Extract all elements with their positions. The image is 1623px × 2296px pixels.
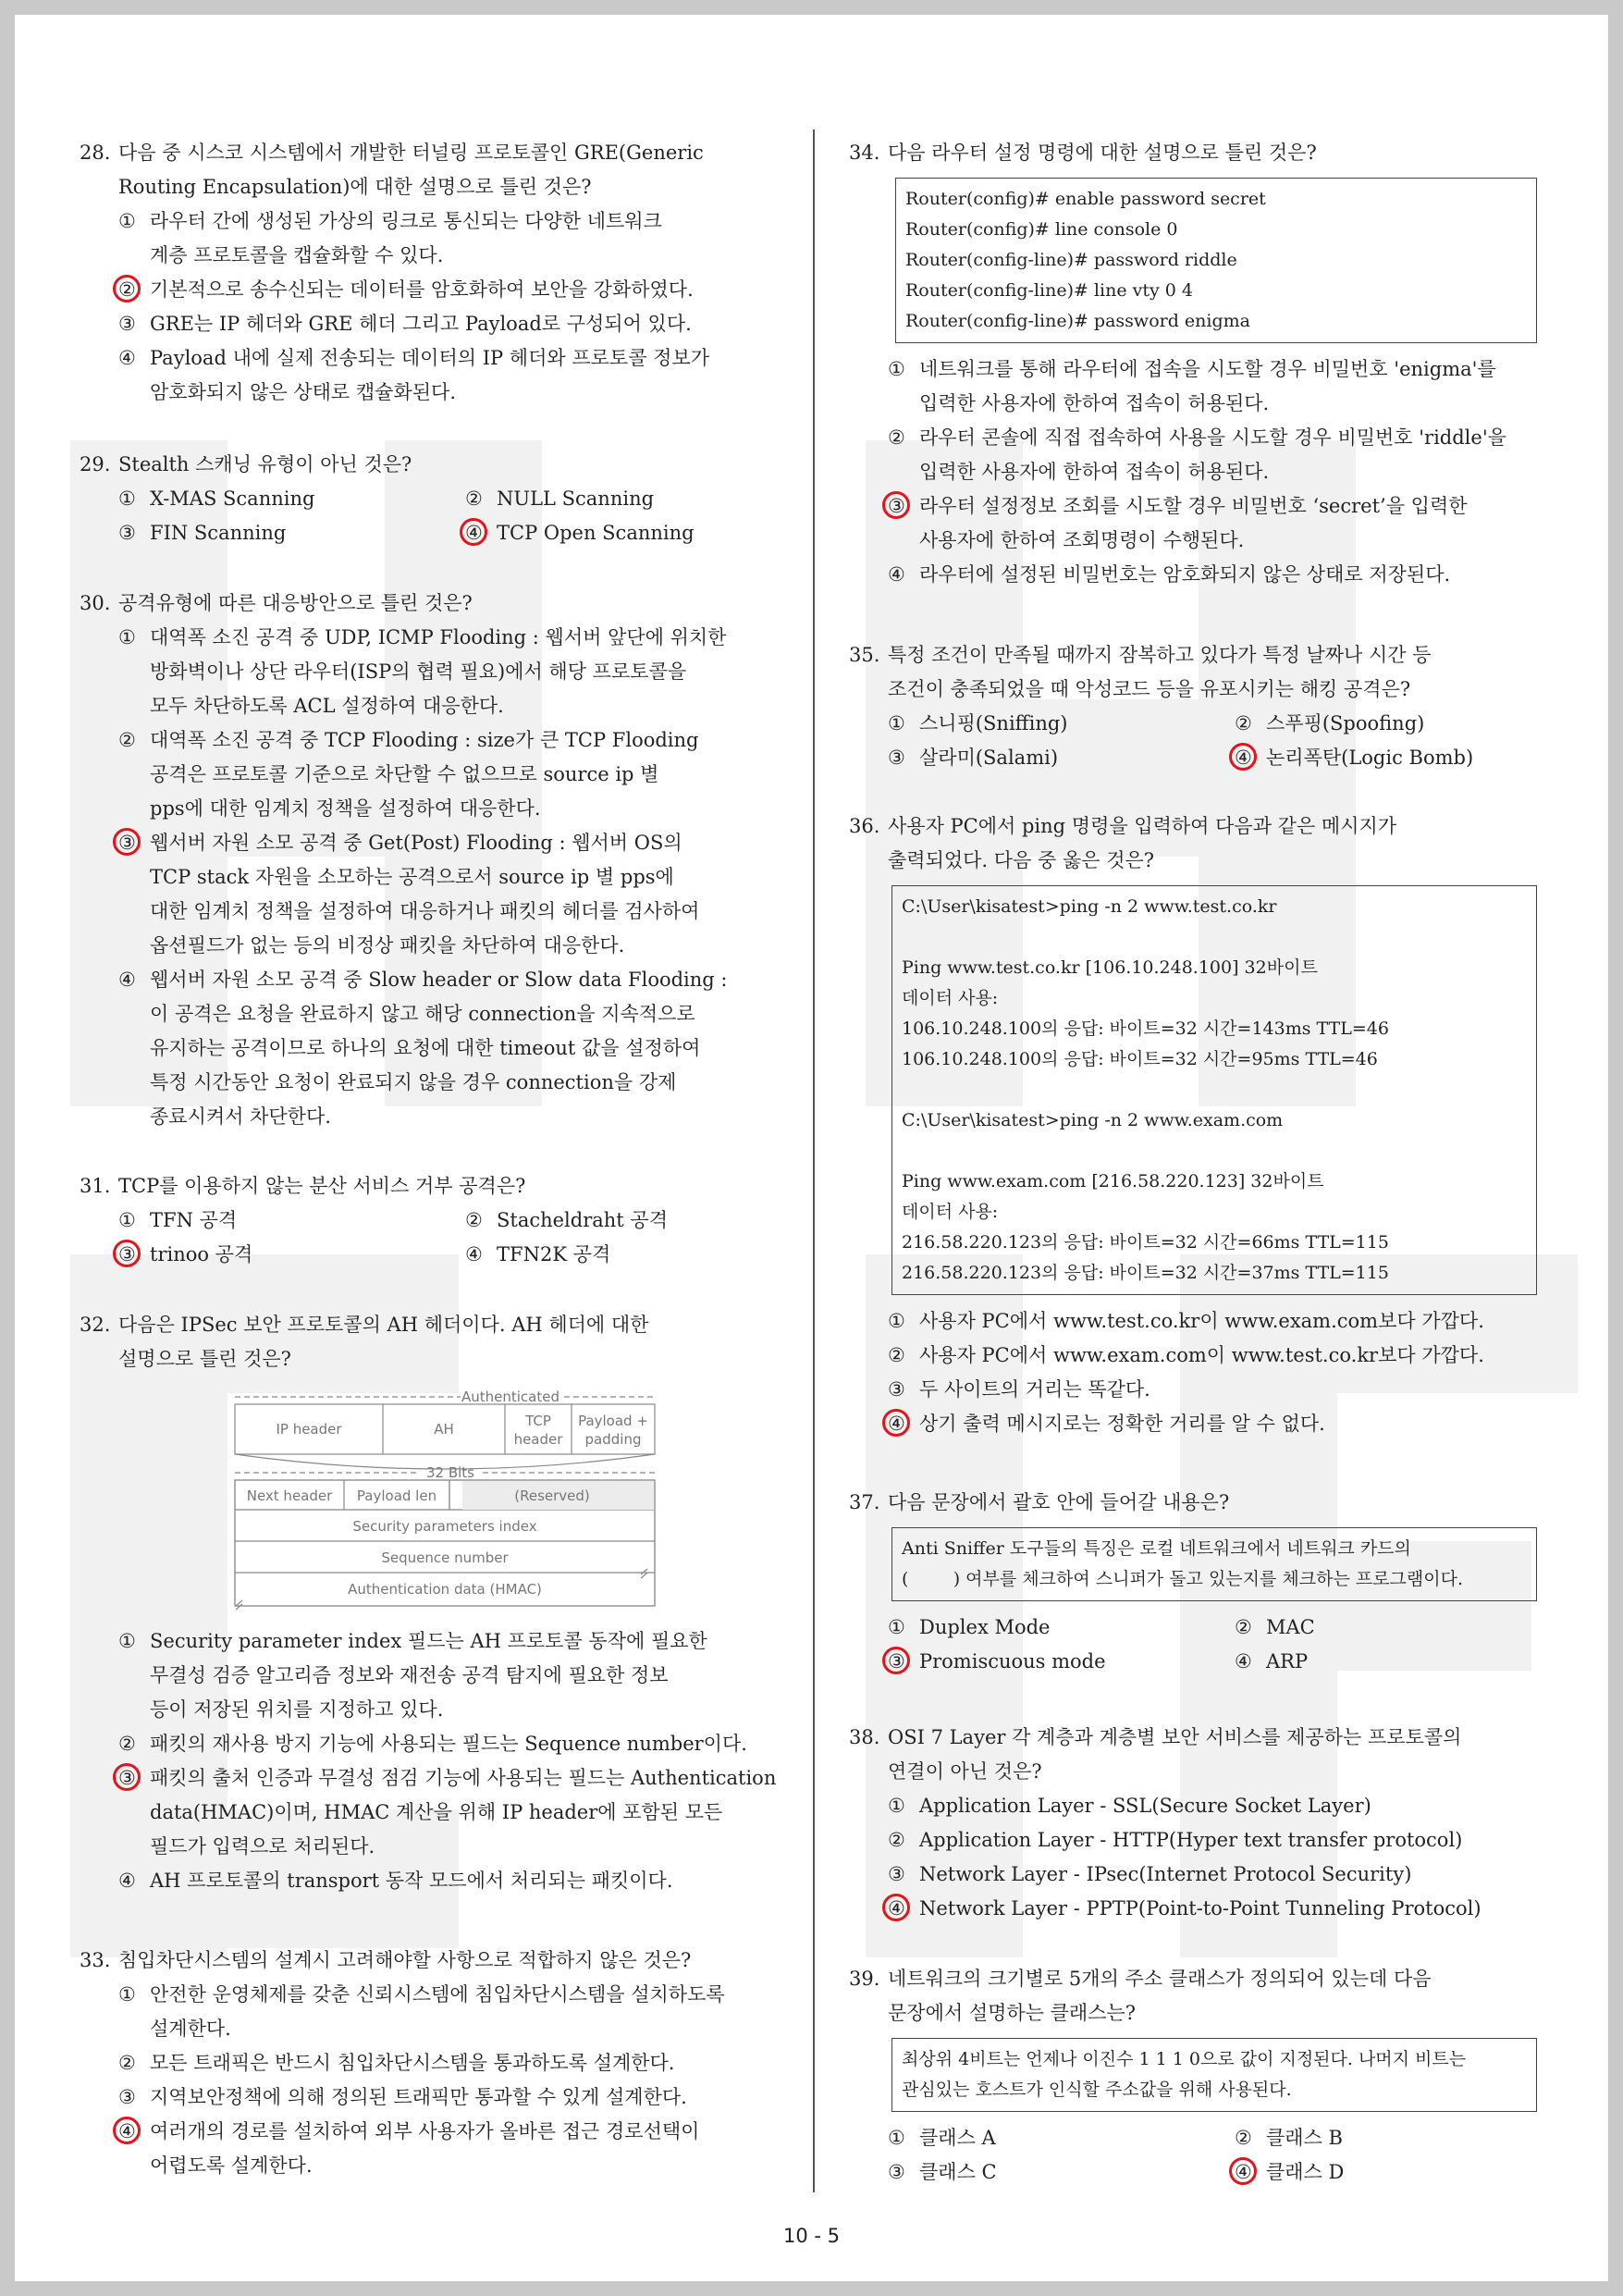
question-text: 조건이 충족되었을 때 악성코드 등을 유포시키는 해킹 공격은? <box>888 678 1411 700</box>
option-4[interactable]: ④ 여러개의 경로를 설치하여 외부 사용자가 올바른 접근 경로선택이 어렵도록 설계한다. <box>80 2115 801 2183</box>
question-text: 출력되었다. 다음 중 옳은 것은? <box>888 849 1155 871</box>
class-description-box: 최상위 4비트는 언제나 이진수 1 1 1 0으로 값이 지정된다. 나머지 비트는 관심있는 호스트가 인식할 주소값을 위해 사용된다. <box>891 2038 1537 2112</box>
ah-diagram-svg <box>233 1384 658 1611</box>
option-2[interactable]: ② 사용자 PC에서 www.exam.com이 www.test.co.kr보다 가깝다. <box>888 1344 1484 1366</box>
option-1[interactable]: ① 클래스 A <box>888 2127 996 2149</box>
question-29: 29. Stealth 스캐닝 유형이 아닌 것은? ① X-MAS Scanning ② NULL Scanning ③ FIN Scanning ④ TCP Open Scanning <box>80 448 792 550</box>
option-1[interactable]: ① 라우터 간에 생성된 가상의 링크로 통신되는 다양한 네트워크 계층 프로토콜을 캡슐화할 수 있다. <box>118 210 662 266</box>
option-2[interactable]: ② 스푸핑(Spoofing) <box>1235 712 1425 734</box>
authenticated-label: Authenticated <box>461 1389 560 1405</box>
option-4[interactable]: ④ TFN2K 공격 <box>465 1243 611 1265</box>
option-1[interactable]: ① TFN 공격 <box>118 1209 238 1231</box>
option-3[interactable]: ③ 클래스 C <box>888 2161 997 2183</box>
question-text: 문장에서 설명하는 클래스는? <box>888 2002 1137 2024</box>
question-text: 다음 중 시스코 시스템에서 개발한 터널링 프로토콜인 GRE(Generic <box>118 142 704 164</box>
option-4[interactable]: ④ 상기 출력 메시지로는 정확한 거리를 알 수 없다. <box>849 1407 1561 1441</box>
option-1[interactable]: ① 네트워크를 통해 라우터에 접속을 시도할 경우 비밀번호 'enigma'를 입력한 사용자에 한하여 접속이 허용된다. <box>888 358 1496 414</box>
ip-header-cell: IP header <box>276 1421 342 1438</box>
question-35: 35. 특정 조건이 만족될 때까지 잠복하고 있다가 특정 날짜나 시간 등 조건이 충족되었을 때 악성코드 등을 유포시키는 해킹 공격은? ① 스니핑(Sniffing) ② 스푸핑(Spoofing) ③ 살라미(Salami) ④ 논리폭탄(Logic Bomb) <box>849 638 1561 775</box>
option-1[interactable]: ① 대역폭 소진 공격 중 UDP, ICMP Flooding : 웹서버 앞단에 위치한 방화벽이나 상단 라우터(ISP의 협력 필요)에서 해당 프로토콜을 모두 차단하도록 ACL 설정하여 대응한다. <box>118 626 727 717</box>
reserved-cell: (Reserved) <box>514 1487 590 1504</box>
option-3[interactable]: ③ 지역보안정책에 의해 정의된 트래픽만 통과할 수 있게 설계한다. <box>118 2086 687 2108</box>
option-3[interactable]: ③ Network Layer - IPsec(Internet Protocol Security) <box>888 1863 1412 1885</box>
question-text: 특정 조건이 만족될 때까지 잠복하고 있다가 특정 날짜나 시간 등 <box>888 644 1432 666</box>
option-2[interactable]: ② Application Layer - HTTP(Hyper text transfer protocol) <box>888 1829 1463 1851</box>
question-31: 31. TCP를 이용하지 않는 분산 서비스 거부 공격은? ① TFN 공격 ② Stacheldraht 공격 ③ trinoo 공격 ④ TFN2K 공격 <box>80 1169 792 1272</box>
ah-header-diagram <box>233 1384 658 1611</box>
option-3[interactable]: ③ 살라미(Salami) <box>888 747 1059 769</box>
next-header-cell: Next header <box>246 1487 333 1504</box>
question-text: 다음은 IPSec 보안 프로토콜의 AH 헤더이다. AH 헤더에 대한 <box>118 1314 649 1336</box>
option-1[interactable]: ① Duplex Mode <box>888 1616 1051 1638</box>
question-39: 39. 네트워크의 크기별로 5개의 주소 클래스가 정의되어 있는데 다음 문장에서 설명하는 클래스는? 최상위 4비트는 언제나 이진수 1 1 1 0으로 값이 지정된다. 나머지 비트는 관심있는 호스트가 인식할 주소값을 위해 사용된다. ① 클래스 A ② 클래스 B ③ 클래스 C ④ 클래스 D <box>849 1962 1561 2190</box>
question-36: 36. 사용자 PC에서 ping 명령을 입력하여 다음과 같은 메시지가 출력되었다. 다음 중 옳은 것은? C:\User\kisatest>ping -n 2 www.test.co.kr Ping www.test.co.kr [106.10.248.100] 32바이트 데이터 사용: 106.10.248.100의 응답: 바이트=32 시간=143ms TTL=46 106.10.248.100의 응답: 바이트=32 시간=95ms TTL=46 C:\User\kisatest>ping -n 2 www.exam.com Ping www.exam.com [216.58.220.123] 32바이트 데이터 사용: 216.58.220.123의 응답: 바이트=32 시간=66ms TTL=115 216.58.220.123의 응답: 바이트=32 시간=37ms TTL=115 ① 사용자 PC에서 www.test.co.kr이 www.exam.com보다 가깝다. ② 사용자 PC에서 www.exam.com이 www.test.co.kr보다 가깝다. ③ 두 사이트의 거리는 똑같다. ④ 상기 출력 메시지로는 정확한 거리를 알 수 없다. <box>849 809 1561 1441</box>
question-38: 38. OSI 7 Layer 각 계층과 계층별 보안 서비스를 제공하는 프로토콜의 연결이 아닌 것은? ① Application Layer - SSL(Secure Socket Layer) ② Application Layer - HTTP(Hyper text transfer protocol) ③ Network Layer - IPsec(Internet Protocol Security) ④ Network Layer - PPTP(Point-to-Point Tunneling Protocol) <box>849 1721 1561 1926</box>
option-3[interactable]: ③ 두 사이트의 거리는 똑같다. <box>888 1378 1150 1401</box>
option-3[interactable]: ③ 웹서버 자원 소모 공격 중 Get(Post) Flooding : 웹서버 OS의 TCP stack 자원을 소모하는 공격으로서 source ip 별 pps에 대한 임계치 정책을 설정하여 대응하거나 패킷의 헤더를 검사하여 옵션필드가 없는 등의 비정상 패킷을 차단하여 대응한다. <box>80 826 792 963</box>
option-3[interactable]: ③ 패킷의 출처 인증과 무결성 점검 기능에 사용되는 필드는 Authentication data(HMAC)이며, HMAC 계산을 위해 IP header에 포함된 모든 필드가 입력으로 처리된다. <box>80 1761 792 1864</box>
question-text: TCP를 이용하지 않는 분산 서비스 거부 공격은? <box>118 1175 526 1197</box>
question-text: 연결이 아닌 것은? <box>888 1760 1042 1783</box>
option-1[interactable]: ① 안전한 운영체제를 갖춘 신뢰시스템에 침입차단시스템을 설치하도록 설계한다. <box>118 1983 725 2040</box>
question-28 <box>80 136 792 410</box>
option-2[interactable]: ② 패킷의 재사용 방지 기능에 사용되는 필드는 Sequence number이다. <box>118 1733 747 1755</box>
question-text: 설명으로 틀린 것은? <box>118 1348 291 1370</box>
bits-label: 32 Bits <box>425 1464 475 1481</box>
auth-data-cell: Authentication data (HMAC) <box>348 1581 542 1598</box>
payload-len-cell: Payload len <box>356 1487 437 1504</box>
sequence-number-cell: Sequence number <box>381 1549 509 1566</box>
option-2[interactable]: ② 모든 트래픽은 반드시 침입차단시스템을 통과하도록 설계한다. <box>118 2052 675 2074</box>
option-3[interactable]: ③ GRE는 IP 헤더와 GRE 헤더 그리고 Payload로 구성되어 있다. <box>118 313 692 335</box>
option-4[interactable]: ④ AH 프로토콜의 transport 동작 모드에서 처리되는 패킷이다. <box>118 1870 673 1892</box>
option-2[interactable]: ② NULL Scanning <box>465 488 655 510</box>
ping-output-box: C:\User\kisatest>ping -n 2 www.test.co.kr Ping www.test.co.kr [106.10.248.100] 32바이트 데이터 사용: 106.10.248.100의 응답: 바이트=32 시간=143ms TTL=46 106.10.248.100의 응답: 바이트=32 시간=95ms TTL=46 C:\User\kisatest>ping -n 2 www.exam.com Ping www.exam.com [216.58.220.123] 32바이트 데이터 사용: 216.58.220.123의 응답: 바이트=32 시간=66ms TTL=115 216.58.220.123의 응답: 바이트=32 시간=37ms TTL=115 <box>891 885 1537 1295</box>
svg-text:header: header <box>513 1431 563 1448</box>
option-2[interactable]: ② Stacheldraht 공격 <box>465 1209 668 1231</box>
option-3[interactable]: ③ Promiscuous mode <box>849 1645 1196 1679</box>
option-3[interactable]: ③ 라우터 설정정보 조회를 시도할 경우 비밀번호 ‘secret’을 입력한 사용자에 한하여 조회명령이 수행된다. <box>849 489 1561 558</box>
question-text: 침입차단시스템의 설계시 고려해야할 사항으로 적합하지 않은 것은? <box>118 1949 692 1971</box>
tcp-header-cell: TCP <box>525 1413 551 1429</box>
column-divider <box>813 130 815 2192</box>
question-34: 34. 다음 라우터 설정 명령에 대한 설명으로 틀린 것은? Router(config)# enable password secret Router(config)# line console 0 Router(config-line)# password riddle Router(config-line)# line vty 0 4 Router(config-line)# password enigma ① 네트워크를 통해 라우터에 접속을 시도할 경우 비밀번호 'enigma'를 입력한 사용자에 한하여 접속이 허용된다. ② 라우터 콘솔에 직접 접속하여 사용을 시도할 경우 비밀번호 'riddle'을 입력한 사용자에 한하여 접속이 허용된다. ③ 라우터 설정정보 조회를 시도할 경우 비밀번호 ‘secret’을 입력한 사용자에 한하여 조회명령이 수행된다. ④ 라우터에 설정된 비밀번호는 암호화되지 않은 상태로 저장된다. <box>849 136 1561 592</box>
option-1[interactable]: ① X-MAS Scanning <box>118 488 315 510</box>
option-4[interactable]: ④ TCP Open Scanning <box>426 516 695 550</box>
question-37: 37. 다음 문장에서 괄호 안에 들어갈 내용은? Anti Sniffer 도구들의 특징은 로컬 네트워크에서 네트워크 카드의 ( ) 여부를 체크하여 스니퍼가 돌고 있는지를 체크하는 프로그램이다. ① Duplex Mode ② MAC ③ Promiscuous mode ④ ARP <box>849 1486 1561 1679</box>
page-number: 10 - 5 <box>782 2225 840 2247</box>
question-text: 네트워크의 크기별로 5개의 주소 클래스가 정의되어 있는데 다음 <box>888 1968 1432 1990</box>
question-text: 다음 문장에서 괄호 안에 들어갈 내용은? <box>888 1491 1230 1513</box>
option-2[interactable]: ② 라우터 콘솔에 직접 접속하여 사용을 시도할 경우 비밀번호 'riddle'을 입력한 사용자에 한하여 접속이 허용된다. <box>888 426 1506 483</box>
question-30: 30. 공격유형에 따른 대응방안으로 틀린 것은? ① 대역폭 소진 공격 중 UDP, ICMP Flooding : 웹서버 앞단에 위치한 방화벽이나 상단 라우터(ISP의 협력 필요)에서 해당 프로토콜을 모두 차단하도록 ACL 설정하여 대응한다. ② 대역폭 소진 공격 중 TCP Flooding : size가 큰 TCP Flooding 공격은 프로토콜 기준으로 차단할 수 없으므로 source ip 별 pps에 대한 임계치 정책을 설정하여 대응한다. ③ 웹서버 자원 소모 공격 중 Get(Post) Flooding : 웹서버 OS의 TCP stack 자원을 소모하는 공격으로서 source ip 별 pps에 대한 임계치 정책을 설정하여 대응하거나 패킷의 헤더를 검사하여 옵션필드가 없는 등의 비정상 패킷을 차단하여 대응한다. ④ 웹서버 자원 소모 공격 중 Slow header or Slow data Flooding : 이 공격은 요청을 완료하지 않고 해당 connection을 지속적으로 유지하는 공격이므로 하나의 요청에 대한 timeout 값을 설정하여 특정 시간동안 요청이 완료되지 않을 경우 connection을 강제 종료시켜서 차단한다. <box>80 586 792 1134</box>
option-4[interactable]: ④ 라우터에 설정된 비밀번호는 암호화되지 않은 상태로 저장된다. <box>888 563 1451 586</box>
svg-text:padding: padding <box>584 1431 642 1448</box>
option-4[interactable]: ④ 클래스 D <box>1196 2155 1344 2190</box>
option-1[interactable]: ① 스니핑(Sniffing) <box>888 712 1068 734</box>
sentence-box: Anti Sniffer 도구들의 특징은 로컬 네트워크에서 네트워크 카드의 ( ) 여부를 체크하여 스니퍼가 돌고 있는지를 체크하는 프로그램이다. <box>891 1527 1537 1601</box>
ah-cell: AH <box>434 1421 454 1438</box>
option-2[interactable]: ② 대역폭 소진 공격 중 TCP Flooding : size가 큰 TCP Flooding 공격은 프로토콜 기준으로 차단할 수 없으므로 source ip 별 pps에 대한 임계치 정책을 설정하여 대응한다. <box>118 729 699 820</box>
question-text: 공격유형에 따른 대응방안으로 틀린 것은? <box>118 592 473 614</box>
option-1[interactable]: ① Application Layer - SSL(Secure Socket Layer) <box>888 1795 1371 1817</box>
option-2[interactable]: ② MAC <box>1235 1616 1315 1638</box>
question-text: Stealth 스캐닝 유형이 아닌 것은? <box>118 453 412 475</box>
payload-cell: Payload + <box>578 1413 648 1429</box>
option-1[interactable]: ① Security parameter index 필드는 AH 프로토콜 동작에 필요한 무결성 검증 알고리즘 정보와 재전송 공격 탐지에 필요한 정보 등이 저장된 위치를 지정하고 있다. <box>118 1630 707 1721</box>
option-3[interactable]: ③ FIN Scanning <box>118 522 287 544</box>
option-4[interactable]: ④ 논리폭탄(Logic Bomb) <box>1196 741 1473 775</box>
question-33: 33. 침입차단시스템의 설계시 고려해야할 사항으로 적합하지 않은 것은? ① 안전한 운영체제를 갖춘 신뢰시스템에 침입차단시스템을 설치하도록 설계한다. ② 모든 트래픽은 반드시 침입차단시스템을 통과하도록 설계한다. ③ 지역보안정책에 의해 정의된 트래픽만 통과할 수 있게 설계한다. ④ 여러개의 경로를 설치하여 외부 사용자가 올바른 접근 경로선택이 어렵도록 설계한다. <box>80 1944 801 2183</box>
option-2[interactable]: ② 클래스 B <box>1235 2127 1343 2149</box>
question-32: 32. 다음은 IPSec 보안 프로토콜의 AH 헤더이다. AH 헤더에 대한 설명으로 틀린 것은? Authenticated IP header AH TCP header Payload + padding 32 Bits Next header Payload len (Reserved) Security parameters index Sequence number Authentication data (HMAC) ① Security parameter index 필드는 AH 프로토콜 동작에 필요한 무결성 검증 알고리즘 정보와 재전송 공격 탐지에 필요한 정보 등이 저장된 위치를 지정하고 있다. ② 패킷의 재사용 방지 기능에 사용되는 필드는 Sequence number이다. ③ 패킷의 출처 인증과 무결성 점검 기능에 사용되는 필드는 Authentication data(HMAC)이며, HMAC 계산을 위해 IP header에 포함된 모든 필드가 입력으로 처리된다. ④ AH 프로토콜의 transport 동작 모드에서 처리되는 패킷이다. <box>80 1308 792 1898</box>
option-1[interactable]: ① 사용자 PC에서 www.test.co.kr이 www.exam.com보다 가깝다. <box>888 1310 1484 1332</box>
option-3[interactable]: ③ trinoo 공격 <box>80 1238 426 1272</box>
router-config-box: Router(config)# enable password secret Router(config)# line console 0 Router(config-line)# password riddle Router(config-line)# line vty 0 4 Router(config-line)# password enigma <box>895 178 1537 343</box>
spi-cell: Security parameters index <box>352 1518 537 1535</box>
option-4[interactable]: ④ Network Layer - PPTP(Point-to-Point Tunneling Protocol) <box>849 1892 1561 1926</box>
option-2[interactable]: ② 기본적으로 송수신되는 데이터를 암호화하여 보안을 강화하였다. <box>80 273 792 307</box>
option-4[interactable]: ④ 웹서버 자원 소모 공격 중 Slow header or Slow data Flooding : 이 공격은 요청을 완료하지 않고 해당 connection을 지속적으로 유지하는 공격이므로 하나의 요청에 대한 timeout 값을 설정하여 특정 시간동안 요청이 완료되지 않을 경우 connection을 강제 종료시켜서 차단한다. <box>118 969 728 1128</box>
option-4[interactable]: ④ ARP <box>1235 1650 1309 1673</box>
question-number: 28. <box>80 142 111 164</box>
question-text: 다음 라우터 설정 명령에 대한 설명으로 틀린 것은? <box>888 142 1317 164</box>
question-text: Routing Encapsulation)에 대한 설명으로 틀린 것은? <box>118 176 592 198</box>
question-text: OSI 7 Layer 각 계층과 계층별 보안 서비스를 제공하는 프로토콜의 <box>888 1726 1462 1748</box>
option-4[interactable]: ④ Payload 내에 실제 전송되는 데이터의 IP 헤더와 프로토콜 정보가 암호화되지 않은 상태로 캡슐화된다. <box>118 347 710 403</box>
question-text: 사용자 PC에서 ping 명령을 입력하여 다음과 같은 메시지가 <box>888 815 1397 837</box>
